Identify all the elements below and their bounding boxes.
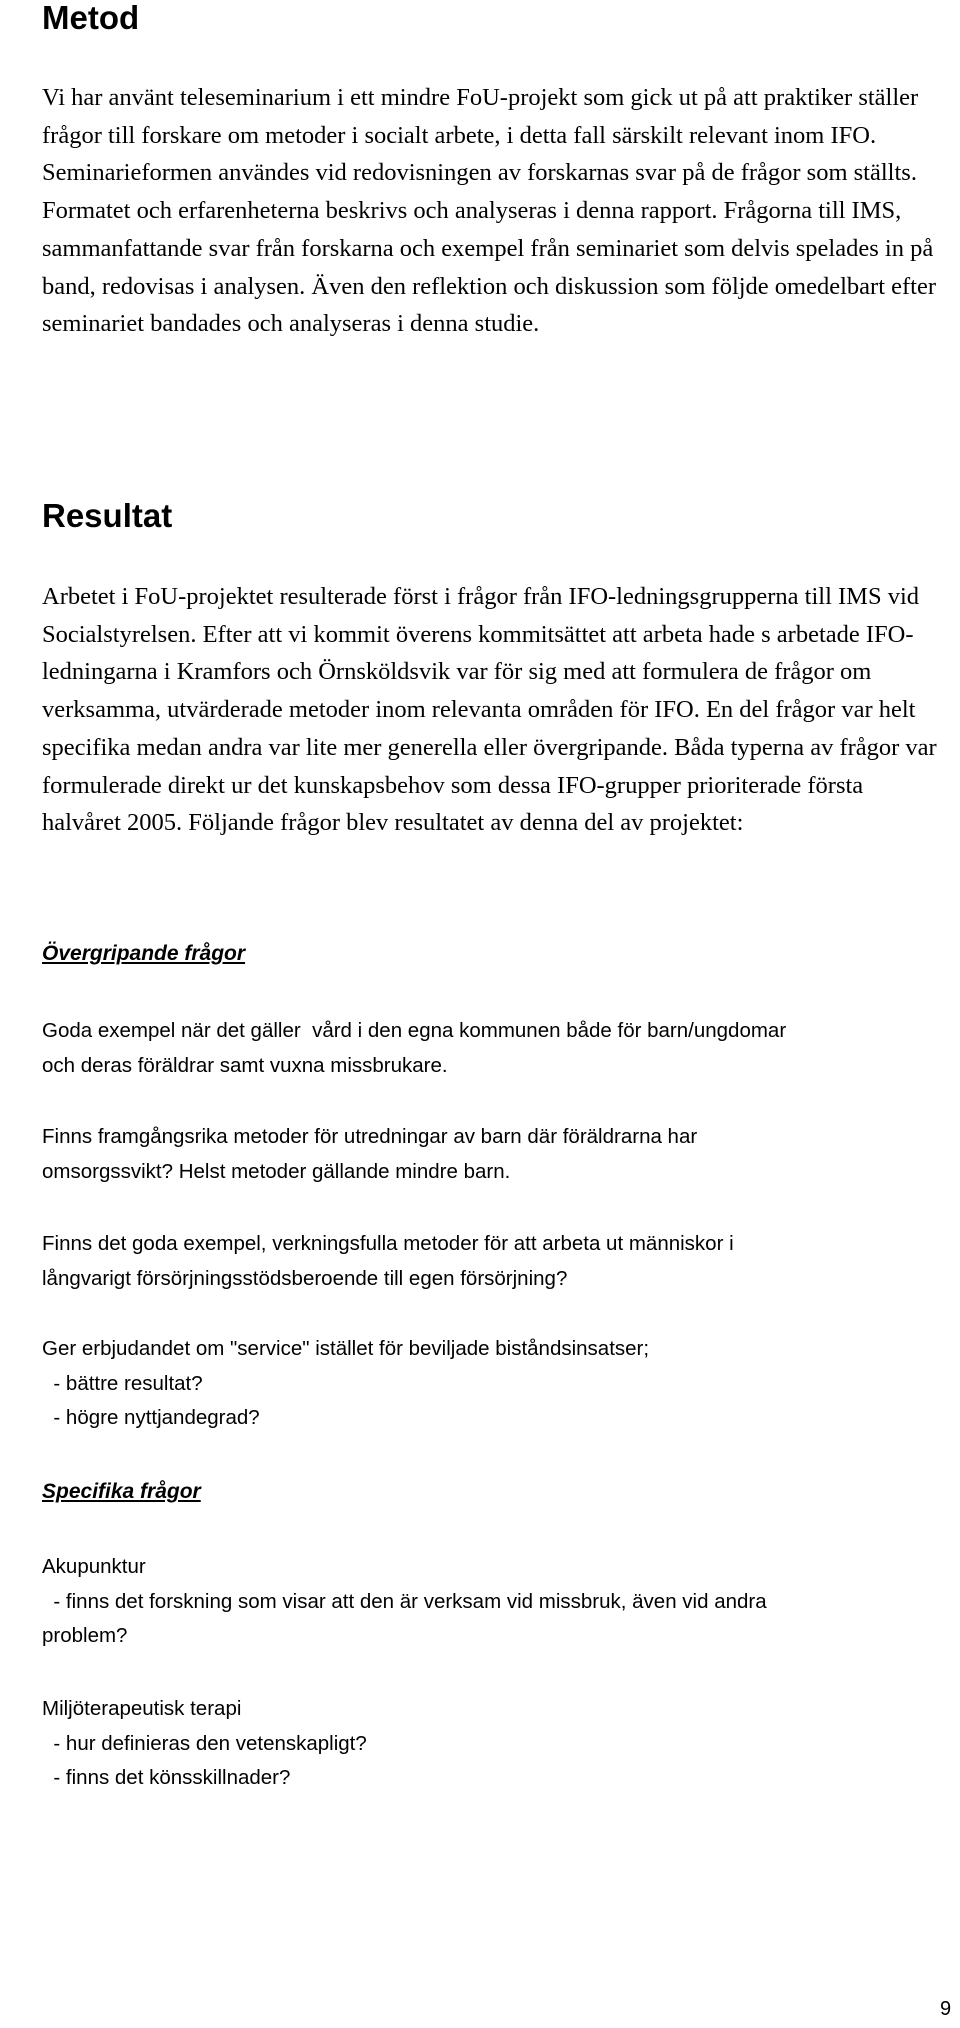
question-line: - högre nyttjandegrad? <box>42 1406 260 1429</box>
specific-question-block-2 <box>42 1692 942 1796</box>
page-number: 9 <box>940 1998 952 2020</box>
heading-metod: Metod <box>42 0 140 36</box>
question-line: Goda exempel när det gäller vård i den egna kommunen både för barn/ungdomar <box>42 1019 787 1042</box>
question-line: omsorgssvikt? Helst metoder gällande mindre barn. <box>42 1159 511 1183</box>
question-line: Finns framgångsrika metoder för utredningar av barn där föräldrarna har <box>42 1125 698 1148</box>
question-line: - bättre resultat? <box>42 1371 203 1395</box>
question-line: - finns det könsskillnader? <box>42 1766 291 1789</box>
question-line: Akupunktur <box>42 1555 146 1578</box>
question-block-3 <box>42 1227 942 1296</box>
question-line: och deras föräldrar samt vuxna missbrukare. <box>42 1053 448 1077</box>
paragraph-metod: Vi har använt teleseminarium i ett mindre FoU-projekt som gick ut på att praktiker ställer frågor till forskare om metoder i socialt arbete, i detta fall särskilt relevant inom IFO. Seminarieformen användes vid redovisningen av forskarnas svar på de frågor som ställts. Formatet och erfarenheterna beskrivs och analyseras i denna rapport. Frågorna till IMS, sammanfattande svar från forskarna och exempel från seminariet som delvis spelades in på band, redovisas i analysen. Även den reflektion och diskussion som följde omedelbart efter seminariet bandades och analyseras i denna studie. <box>42 84 937 338</box>
question-line: - finns det forskning som visar att den är verksam vid missbruk, även vid andra <box>42 1589 767 1613</box>
specific-question-block-1 <box>42 1550 942 1654</box>
heading-resultat: Resultat <box>42 497 173 534</box>
subheading-overgripande: Övergripande frågor <box>42 942 246 965</box>
question-line: Ger erbjudandet om "service" istället för beviljade biståndsinsatser; <box>42 1337 650 1360</box>
question-line: långvarigt försörjningsstödsberoende till egen försörjning? <box>42 1266 568 1290</box>
question-line: Finns det goda exempel, verkningsfulla metoder för att arbeta ut människor i <box>42 1232 734 1255</box>
question-line: problem? <box>42 1624 128 1647</box>
paragraph-resultat: Arbetet i FoU-projektet resulterade först i frågor från IFO-ledningsgrupperna till IMS vid Socialstyrelsen. Efter att vi kommit överens kommitsättet att arbeta hade s arbetade IFO-ledningarna i Kramfors och Örnsköldsvik var för sig med att formulera de frågor om verksamma, utvärderade metoder inom relevanta områden för IFO. En del frågor var helt specifika medan andra var lite mer generella eller övergripande. Båda typerna av frågor var formulerade direkt ur det kunskapsbehov som dessa IFO-grupper prioriterade första halvåret 2005. Följande frågor blev resultatet av denna del av projektet: <box>42 583 937 837</box>
question-block-4 <box>42 1332 942 1436</box>
question-block-2 <box>42 1120 942 1189</box>
question-line: Miljöterapeutisk terapi <box>42 1697 242 1720</box>
question-line: - hur definieras den vetenskapligt? <box>42 1731 367 1755</box>
subheading-specifika: Specifika frågor <box>42 1480 201 1503</box>
question-block-1 <box>42 1014 942 1083</box>
